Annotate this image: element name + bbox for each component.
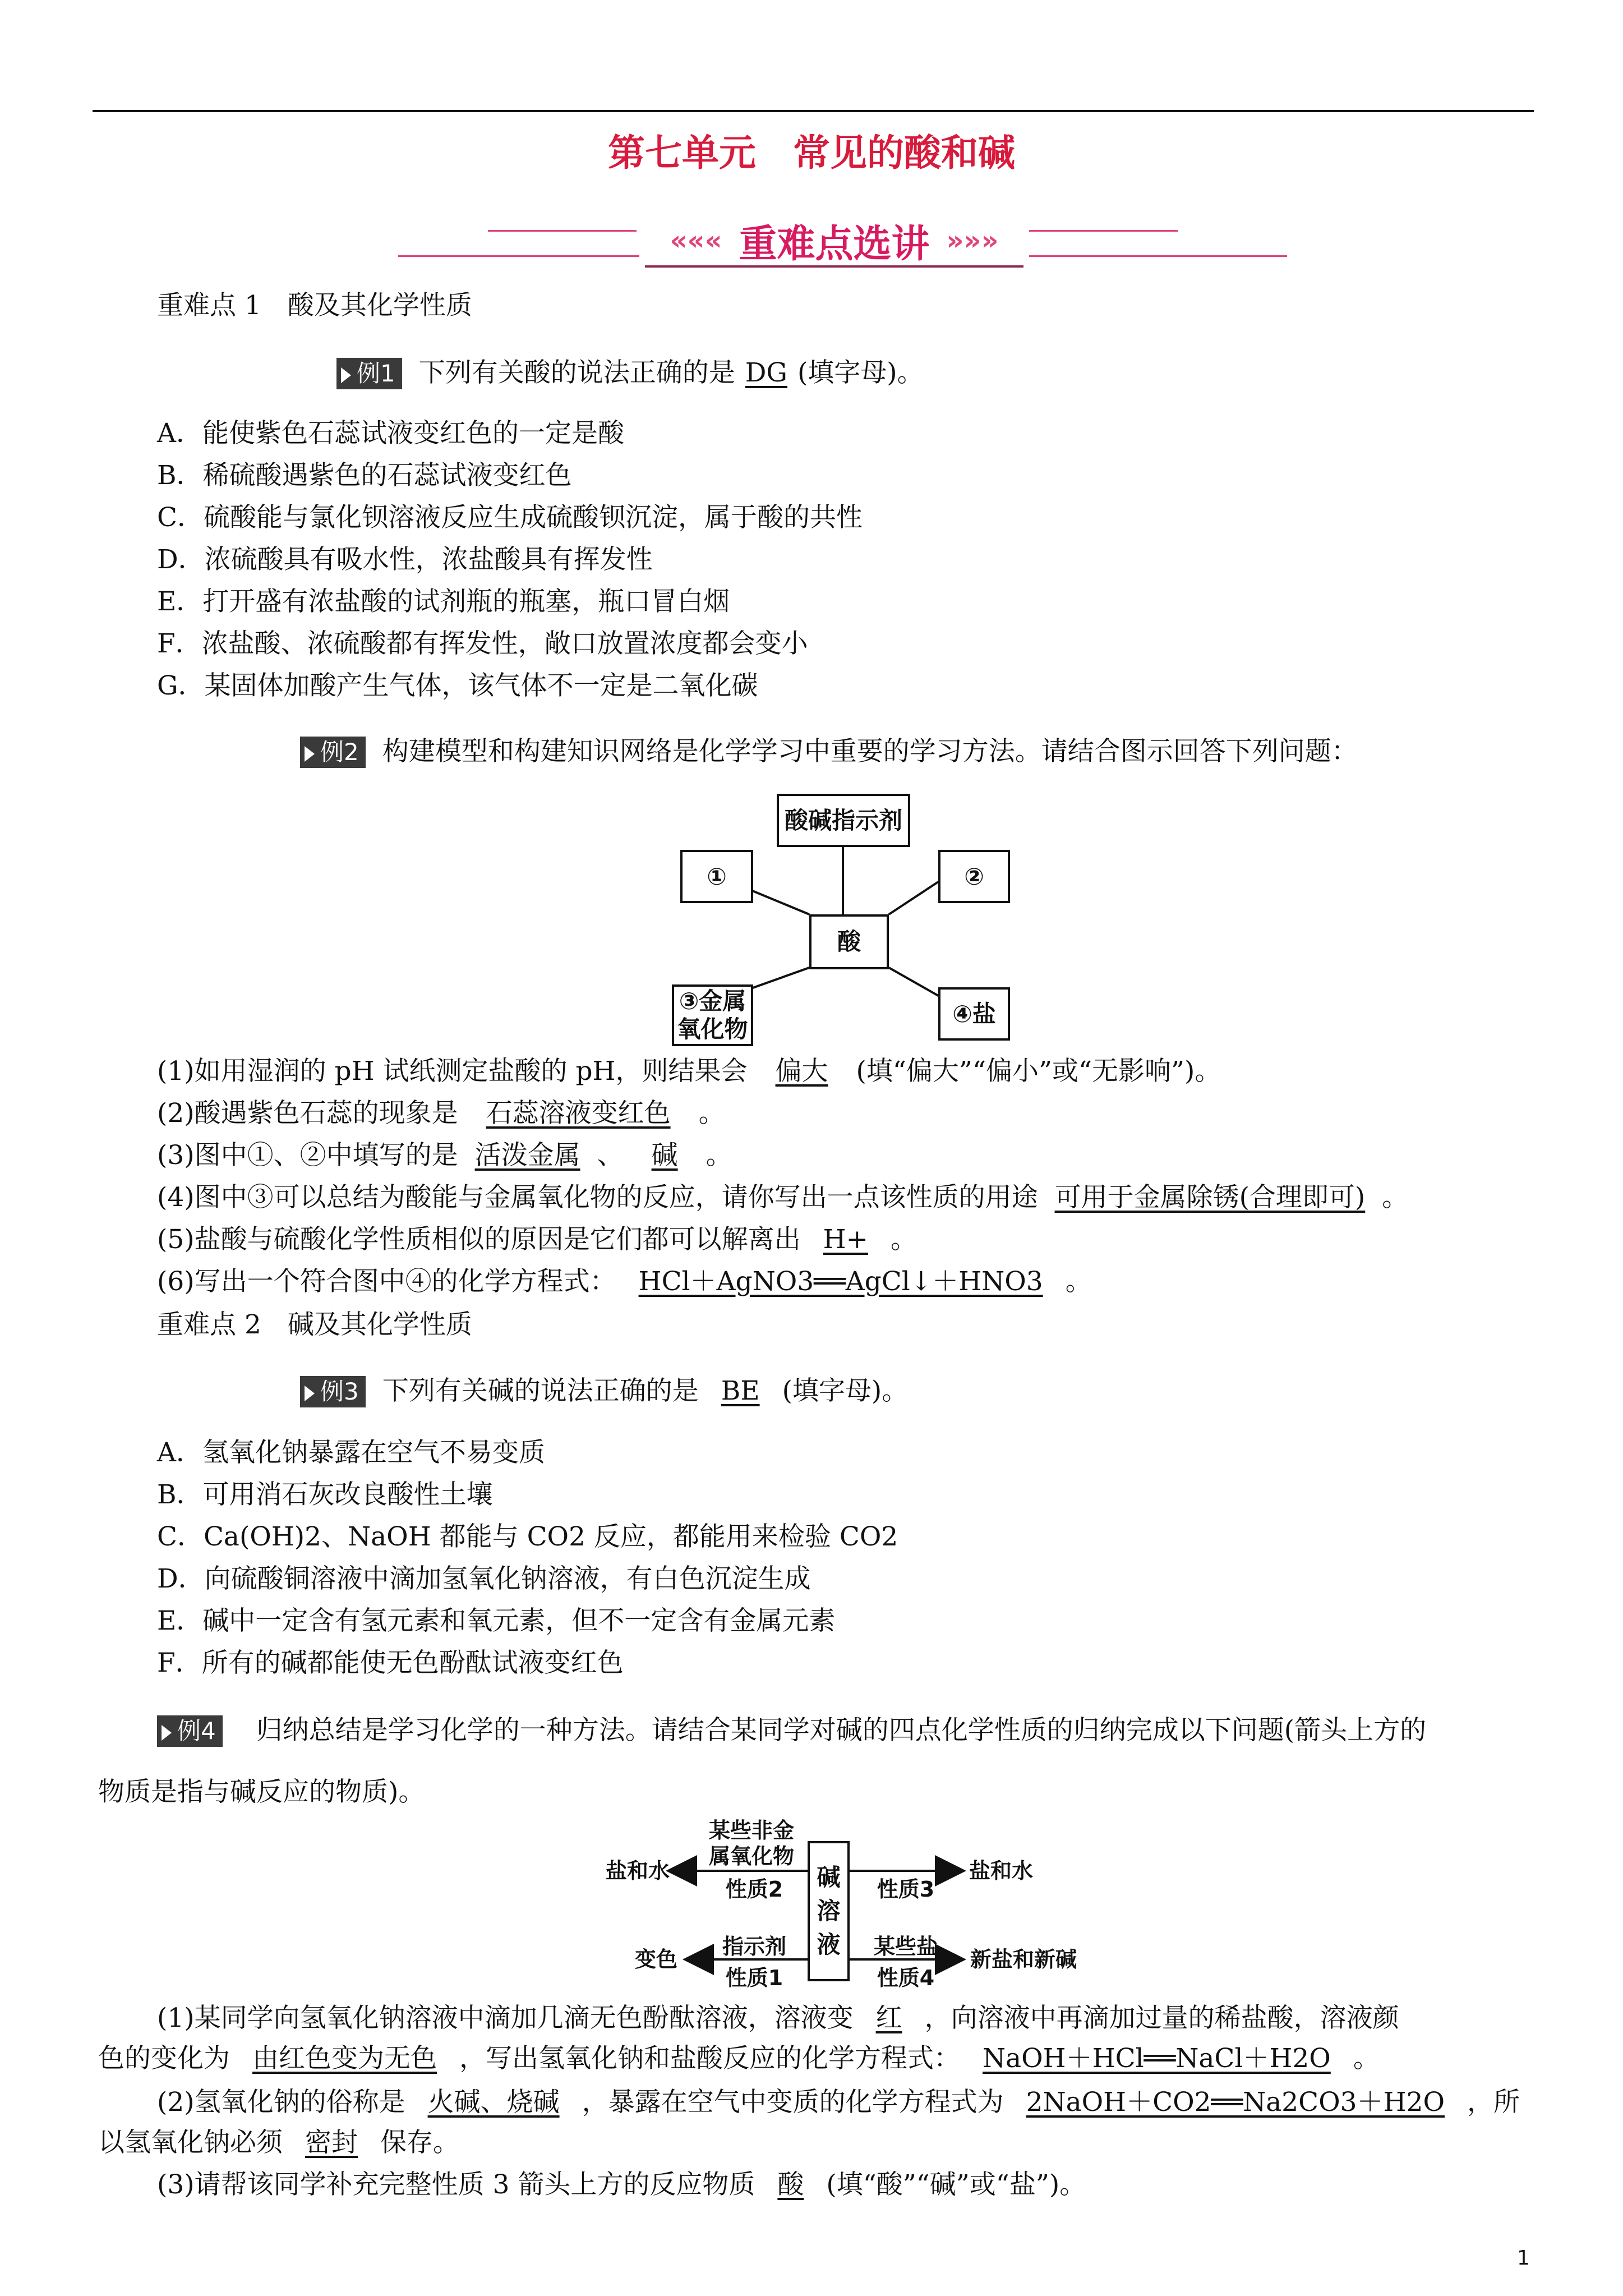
example-1-option-b: B．稀硫酸遇紫色的石蕊试液变红色 — [157, 460, 572, 491]
banner-arrows-left: ««« — [670, 225, 722, 256]
q6-answer: HCl＋AgNO3══AgCl↓＋HNO3 — [638, 1266, 1043, 1297]
example-2-q2: (2)酸遇紫色石蕊的现象是 石蕊溶液变红色 。 — [157, 1097, 725, 1130]
q1-answer: 偏大 — [775, 1056, 828, 1087]
example-2-q3: (3)图中①、②中填写的是 活泼金属 、 碱 。 — [157, 1139, 732, 1172]
example-4-label: 例4 — [157, 1715, 223, 1747]
banner-arrows-right: »»» — [946, 225, 999, 256]
example-1-option-e: E．打开盛有浓盐酸的试剂瓶的瓶塞，瓶口冒白烟 — [157, 586, 730, 617]
diagram-center-acid: 酸 — [809, 914, 889, 969]
ex4-q3-answer: 酸 — [777, 2169, 804, 2200]
example-3-option-d: D．向硫酸铜溶液中滴加氢氧化钠溶液，有白色沉淀生成 — [157, 1563, 811, 1594]
example-2-q6: (6)写出一个符合图中④的化学方程式： HCl＋AgNO3══AgCl↓＋HNO3 。 — [157, 1265, 1092, 1299]
example-4-stem-line-2: 物质是指与碱反应的物质)。 — [98, 1777, 425, 1807]
diagram-box-2: ② — [938, 850, 1010, 903]
page-title: 第七单元 常见的酸和碱 — [608, 131, 1015, 174]
example-2-stem: 例2 构建模型和构建知识网络是化学学习中重要的学习方法。请结合图示回答下列问题： — [300, 735, 1358, 769]
example-3-answer: BE — [721, 1375, 760, 1406]
diagram-indicator-box: 酸碱指示剂 — [777, 794, 910, 847]
example-4-q2-line-2: 以氢氧化钠必须 密封 保存。 — [98, 2126, 459, 2160]
example-4-q1-line-2: 色的变化为 由红色变为无色 ，写出氢氧化钠和盐酸反应的化学方程式： NaOH＋HCl══NaCl＋H2O 。 — [98, 2042, 1380, 2076]
diagram-box-1: ① — [680, 850, 753, 903]
example-1-option-f: F．浓盐酸、浓硫酸都有挥发性，敞口放置浓度都会变小 — [157, 628, 808, 659]
ex4-q1-answer-1: 红 — [875, 2003, 902, 2033]
example-2-q1: (1)如用湿润的 pH 试纸测定盐酸的 pH，则结果会 偏大 (填“偏大”“偏小”或“无影响”)。 — [157, 1055, 1221, 1088]
example-3-stem: 例3 下列有关碱的说法正确的是 BE (填字母)。 — [300, 1374, 908, 1408]
example-3-option-f: F．所有的碱都能使无色酚酞试液变红色 — [157, 1648, 624, 1678]
label-property-4: 性质4 — [877, 1966, 935, 1990]
q3-answer-b: 碱 — [651, 1140, 678, 1171]
example-4-q1-line-1: (1)某同学向氢氧化钠溶液中滴加几滴无色酚酞溶液，溶液变 红 ，向溶液中再滴加过量的稀盐酸，溶液颜 — [157, 2001, 1399, 2035]
label-some-salts: 某些盐 — [873, 1934, 938, 1959]
label-property-1: 性质1 — [725, 1966, 783, 1990]
base-solution-box: 碱 溶 液 — [808, 1841, 850, 1981]
label-nonmetal-oxide: 某些非金 属氧化物 — [708, 1818, 794, 1869]
topic-2-heading: 重难点 2 碱及其化学性质 — [157, 1309, 472, 1340]
banner-title: 重难点选讲 — [739, 222, 930, 266]
ex4-q2-answer-2: 2NaOH＋CO2══Na2CO3＋H2O — [1026, 2087, 1445, 2118]
ex4-q2-answer-1: 火碱、烧碱 — [427, 2087, 560, 2118]
example-3-option-b: B．可用消石灰改良酸性土壤 — [157, 1479, 493, 1510]
example-2-q4: (4)图中③可以总结为酸能与金属氧化物的反应，请你写出一点该性质的用途 可用于金属除锈(合理即可) 。 — [157, 1181, 1408, 1214]
example-3-option-a: A．氢氧化钠暴露在空气不易变质 — [157, 1437, 545, 1468]
example-1-answer: DG — [745, 357, 787, 388]
diagram-box-4: ④盐 — [938, 987, 1010, 1041]
example-1-option-a: A．能使紫色石蕊试液变红色的一定是酸 — [157, 418, 624, 449]
example-4-q2-line-1: (2)氢氧化钠的俗称是 火碱、烧碱 ，暴露在空气中变质的化学方程式为 2NaOH＋CO2══Na2CO3＋H2O ，所 — [157, 2086, 1520, 2119]
example-2-label: 例2 — [300, 737, 366, 768]
left-top-result: 盐和水 — [606, 1858, 670, 1883]
example-1-label: 例1 — [336, 358, 402, 389]
q3-answer-a: 活泼金属 — [474, 1140, 580, 1171]
example-4-q3: (3)请帮该同学补充完整性质 3 箭头上方的反应物质 酸 (填“酸”“碱”或“盐”)。 — [157, 2168, 1086, 2202]
label-property-2: 性质2 — [725, 1877, 783, 1902]
example-1-option-d: D．浓硫酸具有吸水性，浓盐酸具有挥发性 — [157, 544, 653, 575]
example-4-stem-line-1: 例4 归纳总结是学习化学的一种方法。请结合某同学对碱的四点化学性质的归纳完成以下问题(箭头上方的 — [157, 1714, 1426, 1747]
example-2-q5: (5)盐酸与硫酸化学性质相似的原因是它们都可以解离出 H+ 。 — [157, 1223, 917, 1257]
example-1-option-g: G．某固体加酸产生气体，该气体不一定是二氧化碳 — [157, 670, 758, 701]
topic-1-heading: 重难点 1 酸及其化学性质 — [157, 290, 472, 321]
label-property-3: 性质3 — [877, 1877, 935, 1902]
example-3-label: 例3 — [300, 1376, 366, 1407]
label-indicator: 指示剂 — [722, 1934, 786, 1959]
right-top-result: 盐和水 — [969, 1858, 1033, 1883]
example-1-stem: 例1 下列有关酸的说法正确的是 DG (填字母)。 — [336, 356, 924, 390]
ex4-q1-answer-3: NaOH＋HCl══NaCl＋H2O — [983, 2043, 1331, 2074]
q2-answer: 石蕊溶液变红色 — [486, 1098, 671, 1129]
example-1-option-c: C．硫酸能与氯化钡溶液反应生成硫酸钡沉淀，属于酸的共性 — [157, 502, 863, 533]
q4-answer: 可用于金属除锈(合理即可) — [1054, 1182, 1366, 1213]
right-bottom-result: 新盐和新碱 — [970, 1947, 1077, 1972]
ex4-q2-answer-3: 密封 — [305, 2127, 358, 2158]
page-number: 1 — [1517, 2247, 1530, 2270]
example-3-option-c: C．Ca(OH)2、NaOH 都能与 CO2 反应，都能用来检验 CO2 — [157, 1521, 898, 1552]
example-3-option-e: E．碱中一定含有氢元素和氧元素，但不一定含有金属元素 — [157, 1605, 836, 1636]
q5-answer: H+ — [823, 1224, 868, 1255]
left-bottom-result: 变色 — [634, 1947, 677, 1972]
diagram-box-3: ③金属 氧化物 — [672, 984, 753, 1046]
ex4-q1-answer-2: 由红色变为无色 — [252, 2043, 437, 2074]
